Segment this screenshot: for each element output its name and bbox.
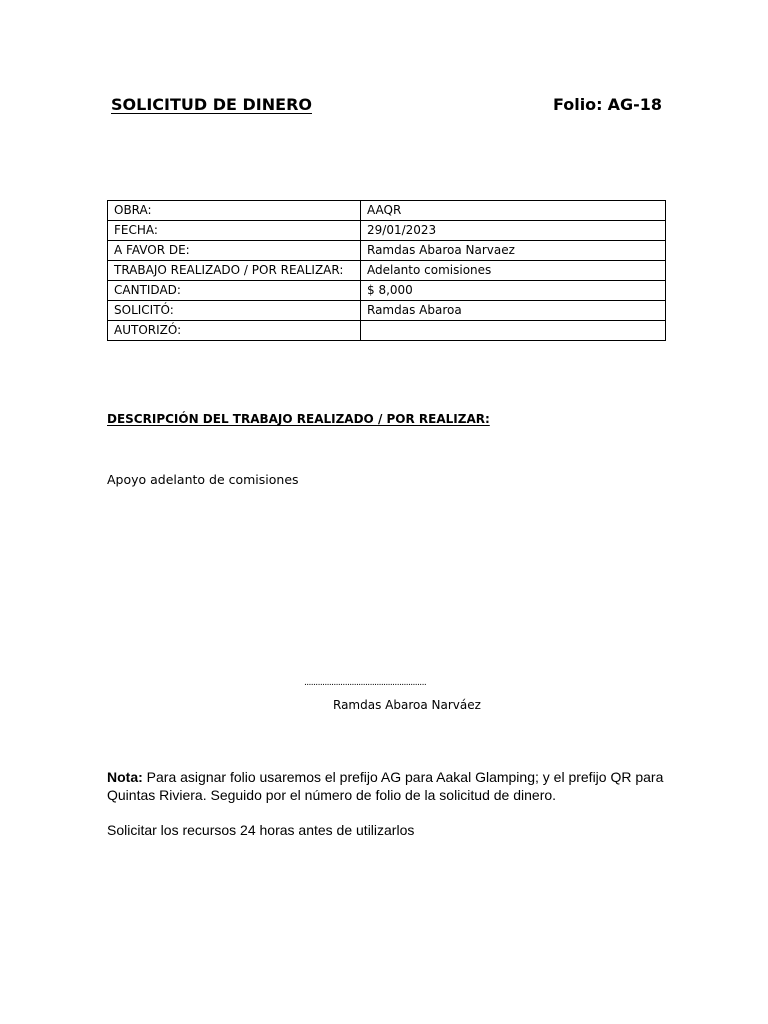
row-label: FECHA: [108,221,361,241]
table-row-obra [108,201,666,221]
row-label: TRABAJO REALIZADO / POR REALIZAR: [108,261,361,281]
signature-name: Ramdas Abaroa Narváez [333,698,481,712]
folio-number [553,95,662,114]
description-text: Apoyo adelanto de comisiones [107,472,299,487]
document-title: SOLICITUD DE DINERO [111,95,312,114]
table-row-cantidad [108,281,666,301]
row-value: Adelanto comisiones [361,261,666,281]
signature-line: ...................................................... [304,678,427,688]
row-value: $ 8,000 [361,281,666,301]
table-row-trabajo [108,261,666,281]
folio-value: AG-18 [607,95,662,114]
table-row-autorizo [108,321,666,341]
row-value: AAQR [361,201,666,221]
folio-label: Folio: [552,95,603,114]
row-value: Ramdas Abaroa Narvaez [361,241,666,261]
request-details-table [107,200,666,341]
row-value [361,321,666,341]
row-value: Ramdas Abaroa [361,301,666,321]
row-label: CANTIDAD: [108,281,361,301]
note-text: Para asignar folio usaremos el prefijo AG para Aakal Glamping; y el prefijo QR para Quintas Riviera. Seguido por el número de folio de la solicitud de dinero. [107,769,664,803]
row-label: OBRA: [108,201,361,221]
note-label: Nota: [107,769,143,785]
row-label: A FAVOR DE: [108,241,361,261]
table-row-fecha [108,221,666,241]
note-second-line: Solicitar los recursos 24 horas antes de utilizarlos [107,822,415,838]
note-paragraph [107,768,687,804]
row-value: 29/01/2023 [361,221,666,241]
row-label: AUTORIZÓ: [108,321,361,341]
table-row-solicito [108,301,666,321]
description-heading: DESCRIPCIÓN DEL TRABAJO REALIZADO / POR REALIZAR: [107,412,490,426]
row-label: SOLICITÓ: [108,301,361,321]
table-row-a-favor-de [108,241,666,261]
